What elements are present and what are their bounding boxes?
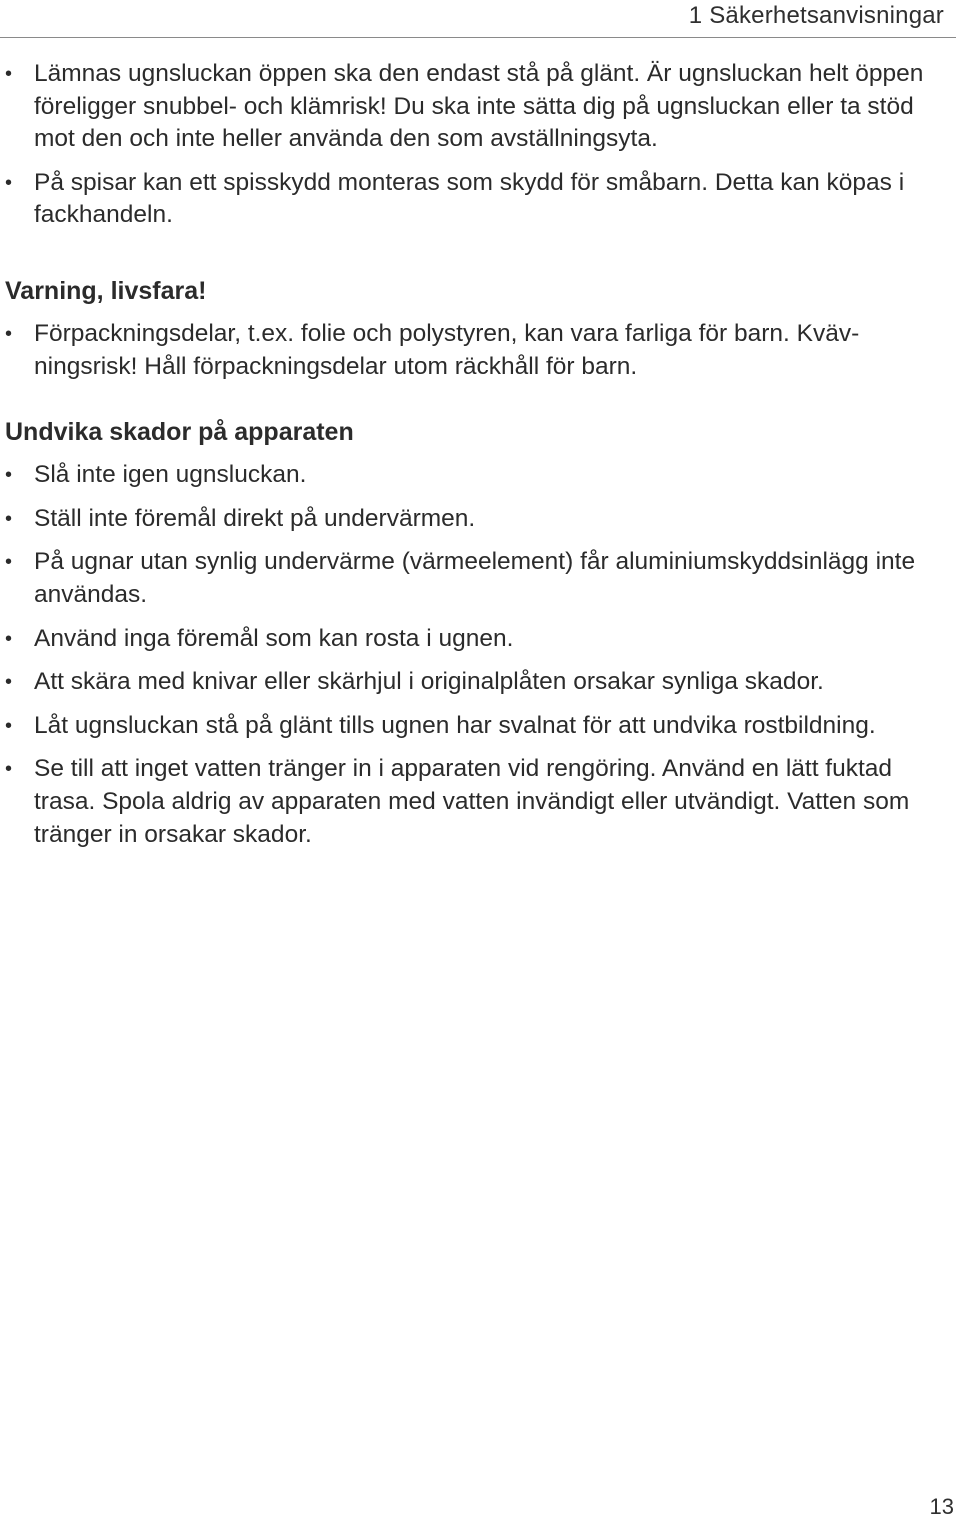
damage-heading: Undvika skador på apparaten bbox=[5, 418, 354, 447]
page-content bbox=[5, 58, 950, 862]
list-item: • Slå inte igen ugnsluckan. bbox=[5, 459, 950, 492]
warning-list bbox=[5, 318, 950, 383]
list-item: • Se till att inget vatten tränger in i apparaten vid rengöring. Använd en lätt fuktad trasa. Spola aldrig av apparaten med vatten invändigt eller utvändigt. Vatten som tränger in orsakar skador. bbox=[5, 753, 950, 851]
page-header bbox=[0, 0, 956, 38]
list-item: • Använd inga föremål som kan rosta i ugnen. bbox=[5, 623, 950, 656]
intro-list bbox=[5, 58, 950, 232]
list-item: • Låt ugnsluckan stå på glänt tills ugnen har svalnat för att undvika rostbildning. bbox=[5, 710, 950, 743]
page-number: 13 bbox=[929, 1494, 954, 1519]
list-item: • Förpackningsdelar, t.ex. folie och polystyren, kan vara farliga för barn. Kvävningsrisk! Håll förpackningsdelar utom räckhåll för barn. bbox=[5, 318, 950, 383]
list-item: • På spisar kan ett spisskydd monteras som skydd för småbarn. Detta kan köpas i fackhandeln. bbox=[5, 167, 950, 232]
list-item: • Att skära med knivar eller skärhjul i originalplåten orsakar synliga skador. bbox=[5, 666, 950, 699]
list-item: • Ställ inte föremål direkt på undervärmen. bbox=[5, 503, 950, 536]
warning-heading: Varning, livsfara! bbox=[5, 276, 207, 305]
list-item: • På ugnar utan synlig undervärme (värmeelement) får aluminiumskyddsinlägg inte användas. bbox=[5, 546, 950, 611]
list-item: • Lämnas ugnsluckan öppen ska den endast stå på glänt. Är ugnsluckan helt öppen föreligger snubbel- och klämrisk! Du ska inte sätta dig på ugnsluckan eller ta stöd mot den och inte heller använda den som avställningsyta. bbox=[5, 58, 950, 156]
chapter-title: 1 Säkerhetsanvisningar bbox=[688, 2, 944, 29]
damage-list bbox=[5, 459, 950, 851]
